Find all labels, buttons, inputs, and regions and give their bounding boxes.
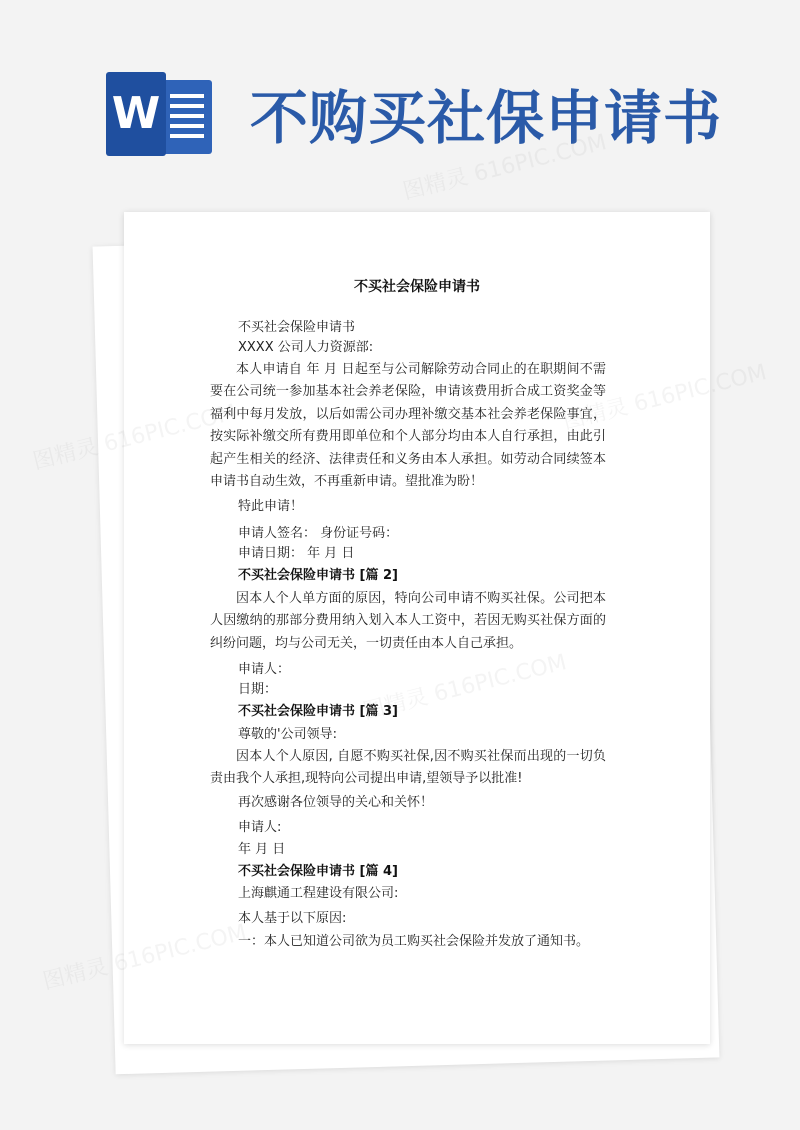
part1-date-line: 申请日期： 年 月 日 [238,546,355,561]
part3-salutation: 尊敬的'公司领导: [238,727,337,742]
header-banner [0,0,800,200]
part3-date: 年 月 日 [238,842,286,857]
part4-addressee: 上海麒通工程建设有限公司: [238,886,399,901]
part3-heading: 不买社会保险申请书 [篇 3] [238,704,398,719]
part1-body: 本人申请自 年 月 日起至与公司解除劳动合同止的在职期间不需要在公司统一参加基本社会养老保险，申请该费用折合成工资奖金等福利中每月发放，以后如需公司办理补缴交基本社会养老保险事宜，按实际补缴交所有费用即单位和个人部分均由本人自行承担，由此引起产生相关的经济、法律责任和义务由本人承担。如劳动合同续签本申请书自动生效，不再重新申请。望批准为盼！ [210,362,606,490]
part1-closing: 特此申请！ [238,499,304,514]
page-title: 不购买社保申请书 [250,84,723,152]
document-title: 不买社会保险申请书 [354,279,480,295]
part2-applicant: 申请人： [238,662,291,677]
part2-date: 日期： [238,682,278,697]
part2-heading: 不买社会保险申请书 [篇 2] [238,568,398,583]
watermark: 图精灵 [40,954,111,995]
part2-body: 因本人个人单方面的原因，特向公司申请不购买社保。公司把本人因缴纳的那部分费用纳入划入本人工资中，若因无购买社保方面的纠纷问题，均与公司无关，一切责任由本人自己承担。 [210,591,606,651]
watermark: 图精灵 [30,434,101,475]
watermark: 图精灵 616PIC.COM [400,130,610,205]
part4-reason-1: 一：本人已知道公司欲为员工购买社会保险并发放了通知书。 [238,934,590,949]
word-icon [106,72,214,156]
part4-reason-intro: 本人基于以下原因: [238,911,347,926]
part1-heading: 不买社会保险申请书 [238,320,356,335]
part1-signature-line: 申请人签名： 身份证号码： [238,526,399,541]
part3-thanks: 再次感谢各位领导的关心和关怀！ [238,795,434,810]
part3-body: 因本人个人原因, 自愿不购买社保,因不购买社保而出现的一切负责由我个人承担,现特向公司提出申请,望领导予以批准! [210,749,606,787]
part1-addressee: XXXX 公司人力资源部: [238,340,374,355]
part4-heading: 不买社会保险申请书 [篇 4] [238,864,398,879]
word-icon-letter: W [106,72,166,156]
part3-applicant: 申请人: [238,820,282,835]
document-page [124,212,710,1044]
